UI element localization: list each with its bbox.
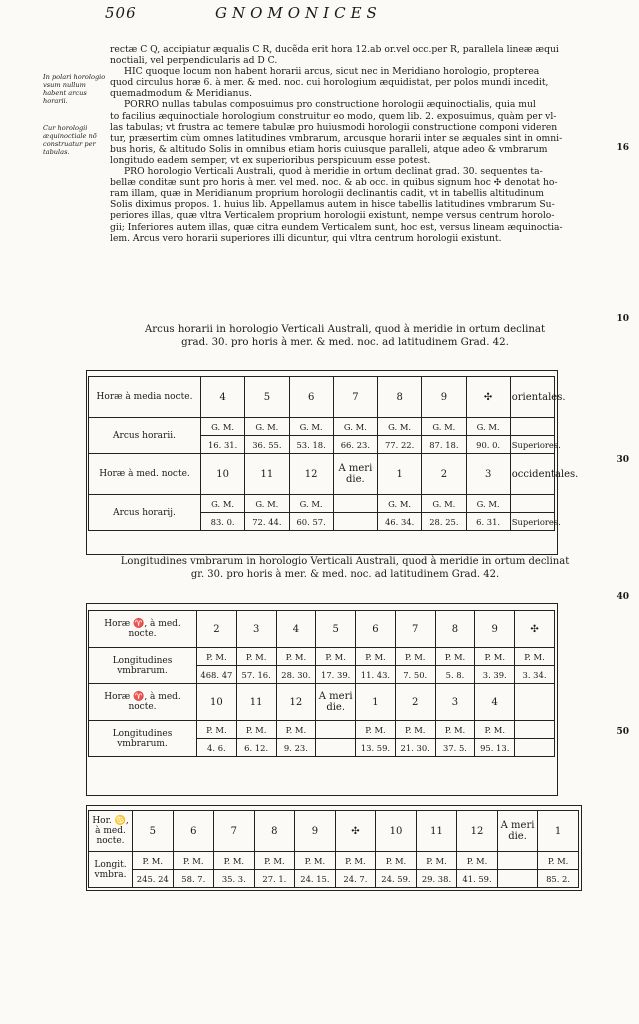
hour-cell: ✣ [466, 377, 510, 418]
hour-cell: 6 [289, 377, 333, 418]
margin-note-2: Cur horologii æquinoctiale nõ construatur per tabulas. [43, 124, 97, 156]
table2-caption [110, 555, 580, 581]
value-cell: 17. 39. [316, 666, 356, 684]
hour-cell: 12 [289, 454, 333, 495]
unit-cell: P. M. [435, 721, 475, 739]
value-cell: 53. 18. [289, 436, 333, 454]
row-label-cell: Horæ à med. nocte. [89, 454, 201, 495]
value-cell: 87. 18. [422, 436, 466, 454]
value-cell: 28. 25. [422, 513, 466, 531]
unit-cell: G. M. [378, 495, 422, 513]
unit-cell: P. M. [254, 852, 295, 870]
hour-cell: 1 [356, 684, 396, 721]
body-line: Solis diximus propos. 1. huius lib. Appellamus autem in hisce tabellis latitudines vmbrarum Su- [110, 199, 555, 211]
unit-cell: G. M. [201, 418, 245, 436]
hour-cell: 2 [395, 684, 435, 721]
value-cell: 58. 7. [173, 870, 214, 888]
value-cell: 21. 30. [395, 739, 435, 757]
hour-cell: 3 [236, 611, 276, 648]
unit-cell: P. M. [133, 852, 174, 870]
longitudines-cancer-table [88, 810, 579, 888]
table-row [89, 648, 555, 666]
hour-cell: 6 [356, 611, 396, 648]
hour-cell: 5 [133, 811, 174, 852]
hour-cell: 5 [245, 377, 289, 418]
unit-cell: P. M. [376, 852, 417, 870]
value-cell: 3. 39. [475, 666, 515, 684]
body-line: PORRO nullas tabulas composuimus pro constructione horologii æquinoctialis, quia mul [124, 99, 536, 111]
value-cell: 66. 23. [333, 436, 377, 454]
hour-cell: 2 [422, 454, 466, 495]
unit-cell: P. M. [356, 721, 396, 739]
hour-cell: 3 [466, 454, 510, 495]
row-label-cell: Longit. vmbra. [89, 852, 133, 888]
hour-cell: 11 [245, 454, 289, 495]
body-line: lem. Arcus vero horarii superiores illi dicuntur, qui vltra centrum horologii existunt. [110, 232, 502, 244]
arcus-horarii-table [88, 376, 579, 531]
unit-cell: G. M. [378, 418, 422, 436]
row-label-cell: Arcus horarij. [89, 495, 201, 531]
hour-cell: 7 [214, 811, 255, 852]
hour-cell: ✣ [335, 811, 376, 852]
unit-cell: G. M. [466, 495, 510, 513]
margin-note-1: In polari horologio vsum nullum habent arcus horarii. [43, 73, 106, 105]
value-cell: 24. 7. [335, 870, 376, 888]
longitudines-vmbrarum-table [88, 610, 555, 757]
hour-cell: 10 [376, 811, 417, 852]
hour-cell: 1 [538, 811, 579, 852]
body-line: gii; Inferiores autem illas, quæ citra eundem Verticalem sunt, hoc est, versus lineam æquinoctia- [110, 221, 563, 233]
value-cell: 4. 6. [197, 739, 237, 757]
hour-cell: 7 [395, 611, 435, 648]
value-cell: 9. 23. [276, 739, 316, 757]
hour-cell: A meri die. [333, 454, 377, 495]
hour-cell: 4 [201, 377, 245, 418]
value-cell: 37. 5. [435, 739, 475, 757]
unit-cell: G. M. [245, 495, 289, 513]
hour-cell: 10 [201, 454, 245, 495]
caption-line: gr. 30. pro horis à mer. & med. noc. ad latitudinem Grad. 42. [190, 569, 500, 580]
value-cell: 245. 24 [133, 870, 174, 888]
hour-cell: orientales. [510, 377, 554, 418]
unit-cell: P. M. [197, 721, 237, 739]
unit-cell: P. M. [395, 721, 435, 739]
value-cell: 77. 22. [378, 436, 422, 454]
hour-cell: 12 [457, 811, 498, 852]
hour-cell: 2 [197, 611, 237, 648]
caption-line: Arcus horarii in horologio Verticali Australi, quod à meridie in ortum declinat [144, 324, 546, 335]
hour-cell: 9 [422, 377, 466, 418]
body-line: longitudo eadem semper, vt ex superioribus perspicuum esse potest. [110, 154, 431, 166]
unit-cell: P. M. [457, 852, 498, 870]
body-text [110, 44, 598, 244]
table-row [89, 454, 555, 495]
hour-cell: 5 [316, 611, 356, 648]
hour-cell: 4 [475, 684, 515, 721]
unit-cell: G. M. [289, 495, 333, 513]
unit-cell: P. M. [475, 648, 515, 666]
unit-cell: G. M. [289, 418, 333, 436]
value-cell: 83. 0. [201, 513, 245, 531]
unit-cell: G. M. [245, 418, 289, 436]
value-cell [316, 739, 356, 757]
unit-cell [316, 721, 356, 739]
unit-cell [497, 852, 538, 870]
value-cell: 72. 44. [245, 513, 289, 531]
unit-cell: P. M. [276, 648, 316, 666]
hour-cell: 10 [197, 684, 237, 721]
body-line: ram illam, quæ in Meridianum proprium horologii declinantis cadit, vt in tabellis altitudinum [110, 188, 544, 200]
value-cell: 468. 47 [197, 666, 237, 684]
line-number: 10 [616, 314, 629, 324]
line-number: 30 [616, 455, 629, 465]
caption-line: grad. 30. pro horis à mer. & med. noc. ad latitudinem Grad. 42. [181, 337, 509, 348]
unit-cell [333, 495, 377, 513]
row-label-cell: Arcus horarii. [89, 418, 201, 454]
value-cell [333, 513, 377, 531]
unit-cell: P. M. [416, 852, 457, 870]
table-row [89, 684, 555, 721]
body-line: HIC quoque locum non habent horarii arcus, sicut nec in Meridiano horologio, propterea [124, 66, 540, 78]
value-cell: Superiores. [510, 436, 554, 454]
unit-cell: P. M. [435, 648, 475, 666]
unit-cell: P. M. [356, 648, 396, 666]
value-cell: 57. 16. [236, 666, 276, 684]
unit-cell: P. M. [295, 852, 336, 870]
hour-cell: 12 [276, 684, 316, 721]
caption-line: Longitudines vmbrarum in horologio Verticali Australi, quod à meridie in ortum declinat [120, 556, 570, 567]
value-cell: 85. 2. [538, 870, 579, 888]
unit-cell [510, 418, 554, 436]
hour-cell: 4 [276, 611, 316, 648]
body-line: bellæ conditæ sunt pro horis à mer. vel med. noc. & ab occ. in quibus signum hoc ✣ denotat ho- [110, 177, 558, 189]
hour-cell: 6 [173, 811, 214, 852]
value-cell: 90. 0. [466, 436, 510, 454]
hour-cell: 9 [295, 811, 336, 852]
row-label-cell: Horæ ♈, à med. nocte. [89, 684, 197, 721]
table-row [89, 611, 555, 648]
hour-cell: 8 [435, 611, 475, 648]
row-label-cell: Horæ ♈, à med. nocte. [89, 611, 197, 648]
value-cell: 95. 13. [475, 739, 515, 757]
table-row [89, 418, 555, 436]
hour-cell: 8 [378, 377, 422, 418]
hour-cell: 3 [435, 684, 475, 721]
body-line: rectæ C Q, accipiatur æqualis C R, ducẽda erit hora 12.ab or.vel occ.per R, parallela lineæ æqui [110, 44, 559, 55]
value-cell: 5. 8. [435, 666, 475, 684]
unit-cell [515, 721, 555, 739]
value-cell: 13. 59. [356, 739, 396, 757]
running-title: GNOMONICES [215, 4, 382, 22]
table-row [89, 870, 579, 888]
body-line: bus horis, & altitudo Solis in omnibus etiam horis cuiusque paralleli, atque adeo & vmbrarum [110, 143, 548, 155]
line-number: 50 [616, 727, 629, 737]
page-number: 506 [105, 4, 137, 22]
table1-caption [110, 323, 580, 349]
body-line: tur, præsertim cùm omnes latitudines vmbrarum, arcusque horarii inter se æquales sint in omni- [110, 132, 563, 144]
table-row [89, 495, 555, 513]
value-cell: 41. 59. [457, 870, 498, 888]
value-cell: 11. 43. [356, 666, 396, 684]
unit-cell: G. M. [333, 418, 377, 436]
unit-cell: P. M. [276, 721, 316, 739]
row-label-cell: Hor. ♋, à med. nocte. [89, 811, 133, 852]
table-row [89, 852, 579, 870]
line-number: 16 [616, 143, 629, 153]
unit-cell: G. M. [466, 418, 510, 436]
body-line: periores illas, quæ vltra Verticalem proprium horologii existunt, nempe versus centrum horolo- [110, 210, 555, 222]
row-label-cell: Longitudines vmbrarum. [89, 721, 197, 757]
hour-cell: ✣ [515, 611, 555, 648]
unit-cell: P. M. [236, 721, 276, 739]
body-line: quod circulus horæ 6. à mer. & med. noc. cui horologium æquidistat, per polos mundi incedit, [110, 77, 549, 89]
unit-cell: P. M. [395, 648, 435, 666]
unit-cell: G. M. [422, 495, 466, 513]
value-cell: 29. 38. [416, 870, 457, 888]
hour-cell: 1 [378, 454, 422, 495]
unit-cell [510, 495, 554, 513]
unit-cell: P. M. [214, 852, 255, 870]
unit-cell: P. M. [316, 648, 356, 666]
unit-cell: P. M. [173, 852, 214, 870]
page-header [105, 4, 585, 24]
value-cell [515, 739, 555, 757]
value-cell [497, 870, 538, 888]
row-label-cell: Horæ à media nocte. [89, 377, 201, 418]
unit-cell: P. M. [236, 648, 276, 666]
unit-cell: P. M. [515, 648, 555, 666]
value-cell: 3. 34. [515, 666, 555, 684]
hour-cell: 11 [236, 684, 276, 721]
hour-cell: A meri die. [497, 811, 538, 852]
body-line: quemadmodum & Meridianus. [110, 88, 253, 100]
unit-cell: P. M. [538, 852, 579, 870]
table-row [89, 811, 579, 852]
body-line: noctiali, vel perpendicularis ad D C. [110, 55, 278, 67]
body-line: las tabulas; vt frustra ac temere tabulæ pro huiusmodi horologii constructione componi videren [110, 121, 558, 133]
value-cell: 27. 1. [254, 870, 295, 888]
value-cell: 7. 50. [395, 666, 435, 684]
value-cell: 24. 15. [295, 870, 336, 888]
unit-cell: P. M. [197, 648, 237, 666]
hour-cell: occidentales. [510, 454, 554, 495]
body-line: to facilius æquinoctiale horologium construitur eo modo, quem lib. 2. exposuimus, quàm per vl- [110, 110, 557, 122]
value-cell: 16. 31. [201, 436, 245, 454]
table-row [89, 377, 555, 418]
value-cell: 46. 34. [378, 513, 422, 531]
table-row [89, 721, 555, 739]
unit-cell: G. M. [201, 495, 245, 513]
value-cell: Superiores. [510, 513, 554, 531]
body-line: PRO horologio Verticali Australi, quod à meridie in ortum declinat grad. 30. sequentes ta- [124, 166, 543, 178]
unit-cell: P. M. [335, 852, 376, 870]
hour-cell: 7 [333, 377, 377, 418]
line-number: 40 [616, 592, 629, 602]
hour-cell [515, 684, 555, 721]
unit-cell: G. M. [422, 418, 466, 436]
hour-cell: A meri die. [316, 684, 356, 721]
value-cell: 28. 30. [276, 666, 316, 684]
value-cell: 36. 55. [245, 436, 289, 454]
hour-cell: 9 [475, 611, 515, 648]
value-cell: 6. 12. [236, 739, 276, 757]
value-cell: 35. 3. [214, 870, 255, 888]
value-cell: 60. 57. [289, 513, 333, 531]
value-cell: 6. 31. [466, 513, 510, 531]
value-cell: 24. 59. [376, 870, 417, 888]
unit-cell: P. M. [475, 721, 515, 739]
hour-cell: 8 [254, 811, 295, 852]
row-label-cell: Longitudines vmbrarum. [89, 648, 197, 684]
hour-cell: 11 [416, 811, 457, 852]
